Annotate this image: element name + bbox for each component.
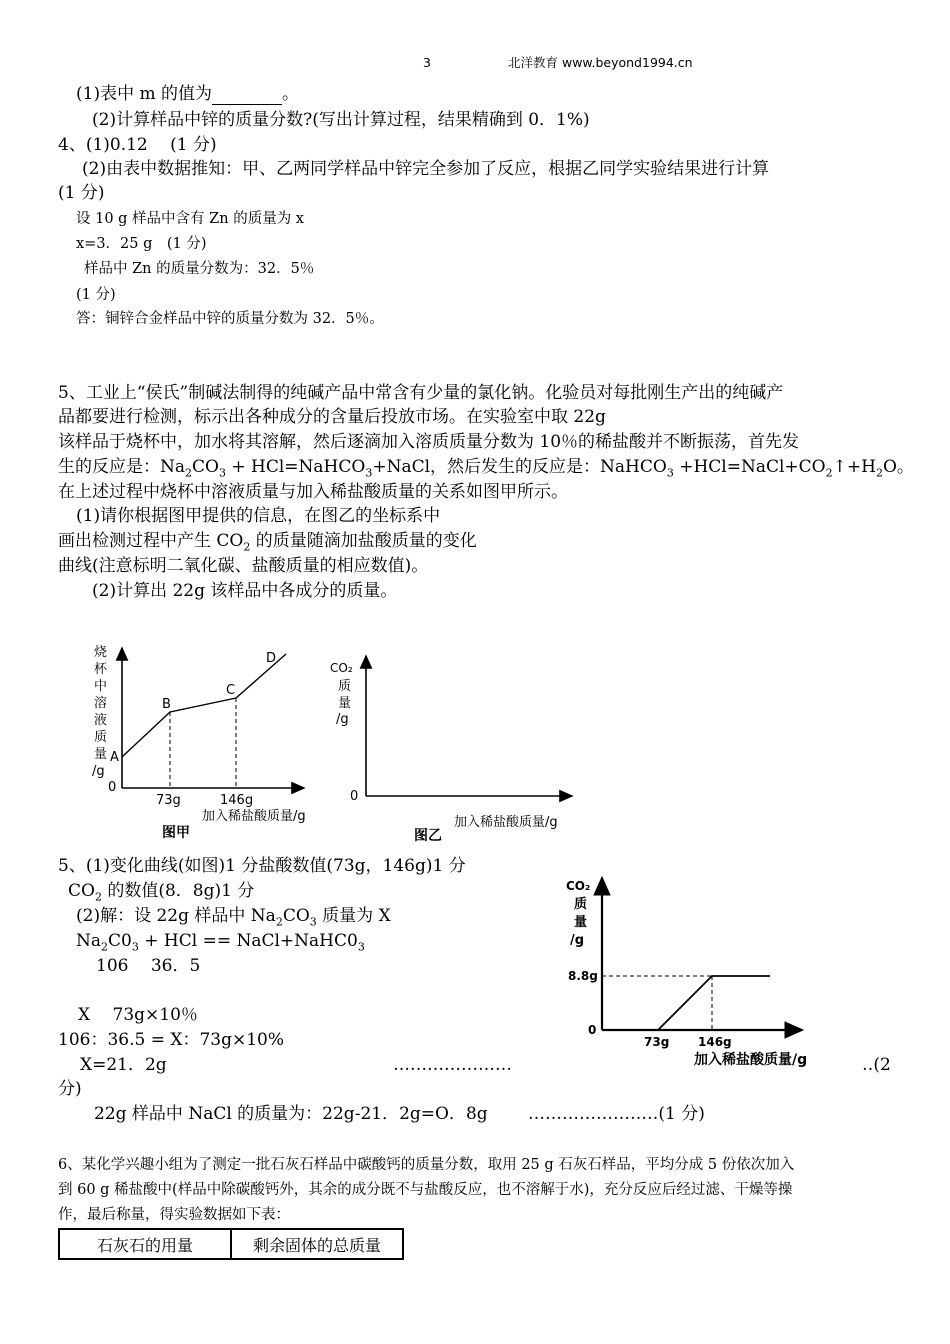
- a5-line-9: 分): [58, 1079, 82, 1099]
- figure-jia: [86, 640, 359, 845]
- a5-line-10-tail: …………………‥(1 分): [528, 1104, 705, 1124]
- q5-line-2: 品都要进行检测，标示出各种成分的含量后投放市场。在实验室中取 22g: [58, 407, 606, 427]
- point-c: C: [226, 683, 236, 698]
- ylabel-line: CO₂: [566, 879, 591, 893]
- figure-answer-co2: [560, 872, 860, 1070]
- q5-line-9: (2)计算出 22g 该样品中各成分的质量。: [92, 581, 398, 601]
- ylabel-char: 烧: [94, 645, 108, 660]
- origin-label: 0: [588, 1023, 597, 1037]
- a4-line-4: 设 10 g 样品中含有 Zn 的质量为 x: [76, 211, 304, 227]
- a5-line-8: X=21．2g: [80, 1055, 167, 1075]
- ylabel-char: 液: [94, 713, 108, 728]
- a4-line-7: (1 分): [76, 287, 116, 303]
- figure-yi: [326, 650, 596, 845]
- ylabel-line: 质: [338, 679, 352, 694]
- a4-line-2: (2)由表中数据推知：甲、乙两同学样品中锌完全参加了反应，根据乙同学实验结果进行计算: [82, 159, 770, 179]
- table-row: [59, 1229, 403, 1259]
- a5-line-6: X 73g×10％: [78, 1005, 198, 1025]
- data-table: [58, 1228, 404, 1260]
- co2-curve: [658, 976, 770, 1030]
- q5-line-6: (1)请你根据图甲提供的信息，在图乙的坐标系中: [76, 506, 441, 526]
- q5-line-4: 生的反应是：$Na_2CO_3$ + HCl=NaHCO$_3$+NaCl，然后发生的反应是：NaHCO$_3$ $+HCl=NaCl+CO_2↑+H_2O$。: [58, 457, 914, 480]
- a4-line-6: 样品中 Zn 的质量分数为：32．5％: [84, 261, 315, 277]
- point-a: A: [110, 750, 119, 765]
- ylabel-char: /g: [92, 764, 105, 779]
- ylabel-char: 溶: [94, 696, 108, 711]
- a4-line-3: (1 分): [58, 183, 105, 203]
- q6-line-2: 到 60 g 稀盐酸中(样品中除碳酸钙外，其余的成分既不与盐酸反应，也不溶解于水)，充分反应后经过滤、干燥等操: [58, 1182, 793, 1198]
- a4-line-1: 4、(1)0.12 (1 分): [58, 135, 217, 155]
- xtick-146g: 146g: [698, 1035, 732, 1049]
- ylabel-line: /g: [336, 712, 349, 727]
- q5-line-3: 该样品于烧杯中，加水将其溶解，然后逐滴加入溶质质量分数为 10％的稀盐酸并不断振荡，首先发: [58, 432, 800, 452]
- origin-label: 0: [108, 780, 117, 795]
- point-b: B: [162, 697, 171, 712]
- x-axis-label: 加入稀盐酸质量/g: [202, 809, 306, 824]
- figure-caption: 图乙: [414, 828, 442, 844]
- table-header-residue: 剩余固体的总质量: [231, 1229, 403, 1259]
- xtick-73g: 73g: [156, 793, 181, 808]
- a5-line-1: 5、(1)变化曲线(如图)1 分盐酸数值(73g，146g)1 分: [58, 856, 466, 876]
- ylabel-char: 中: [94, 679, 108, 694]
- q5-line-8: 曲线(注意标明二氧化碳、盐酸质量的相应数值)。: [58, 556, 429, 576]
- a4-line-8: 答：铜锌合金样品中锌的质量分数为 32．5％。: [76, 311, 384, 327]
- x-axis-label: 加入稀盐酸质量/g: [694, 1052, 808, 1068]
- xtick-146g: 146g: [220, 793, 254, 808]
- a5-line-8-tail: ‥(2: [862, 1055, 891, 1075]
- solution-mass-curve: [122, 654, 286, 757]
- q5-line-7: 画出检测过程中产生 $CO_2$ 的质量随滴加盐酸质量的变化: [58, 531, 477, 554]
- q5-line-5: 在上述过程中烧杯中溶液质量与加入稀盐酸质量的关系如图甲所示。: [58, 482, 568, 502]
- xtick-73g: 73g: [644, 1035, 670, 1049]
- origin-label: 0: [350, 789, 359, 804]
- ytick-8-8g: 8.8g: [568, 969, 598, 983]
- a4-line-5: x=3．25 g (1 分): [76, 236, 207, 252]
- q4-line-1: (1)表中 m 的值为 。: [76, 84, 300, 104]
- header-site: 北洋教育 www.beyond1994.cn: [508, 55, 693, 70]
- a5-line-10: 22g 样品中 NaCl 的质量为：22g-21．2g=O．8g: [94, 1104, 488, 1124]
- page-number: 3: [423, 55, 431, 70]
- figure-caption: 图甲: [162, 825, 190, 841]
- q5-line-1: 5、工业上“侯氏”制碱法制得的纯碱产品中常含有少量的氯化钠。化验员对每批刚生产出的纯碱产: [58, 383, 784, 403]
- a5-line-8-dots: …………………: [393, 1055, 512, 1075]
- ylabel-line: 量: [338, 696, 352, 711]
- answer-blank: [212, 88, 282, 105]
- a5-line-4: $Na_2C0_3$ + HCl == $NaCl+NaHC0_3$: [76, 931, 365, 954]
- ylabel-char: 量: [94, 747, 108, 762]
- a5-line-2: $CO_2$ 的数值(8．8g)1 分: [68, 881, 255, 904]
- ylabel-line: 量: [574, 915, 588, 930]
- ylabel-line: CO₂: [330, 661, 353, 675]
- a5-line-5: 106 36．5: [96, 956, 201, 976]
- ylabel-line: 质: [574, 897, 588, 912]
- a5-line-7: 106：36.5 = X：73g×10%: [58, 1030, 284, 1050]
- point-d: D: [266, 651, 277, 666]
- x-axis-label: 加入稀盐酸质量/g: [454, 815, 558, 830]
- q6-line-1: 6、某化学兴趣小组为了测定一批石灰石样品中碳酸钙的质量分数，取用 25 g 石灰石样品，平均分成 5 份依次加入: [58, 1157, 795, 1173]
- q4-line-2: (2)计算样品中锌的质量分数?(写出计算过程，结果精确到 0．1%): [92, 110, 590, 130]
- ylabel-line: /g: [570, 933, 585, 948]
- ylabel-char: 杯: [94, 662, 108, 677]
- q6-line-3: 作，最后称量，得实验数据如下表：: [58, 1207, 290, 1223]
- a5-line-3: (2)解：设 22g 样品中 $Na_2CO_3$ 质量为 X: [76, 906, 391, 929]
- ylabel-char: 质: [94, 730, 108, 745]
- table-header-limestone: 石灰石的用量: [59, 1229, 231, 1259]
